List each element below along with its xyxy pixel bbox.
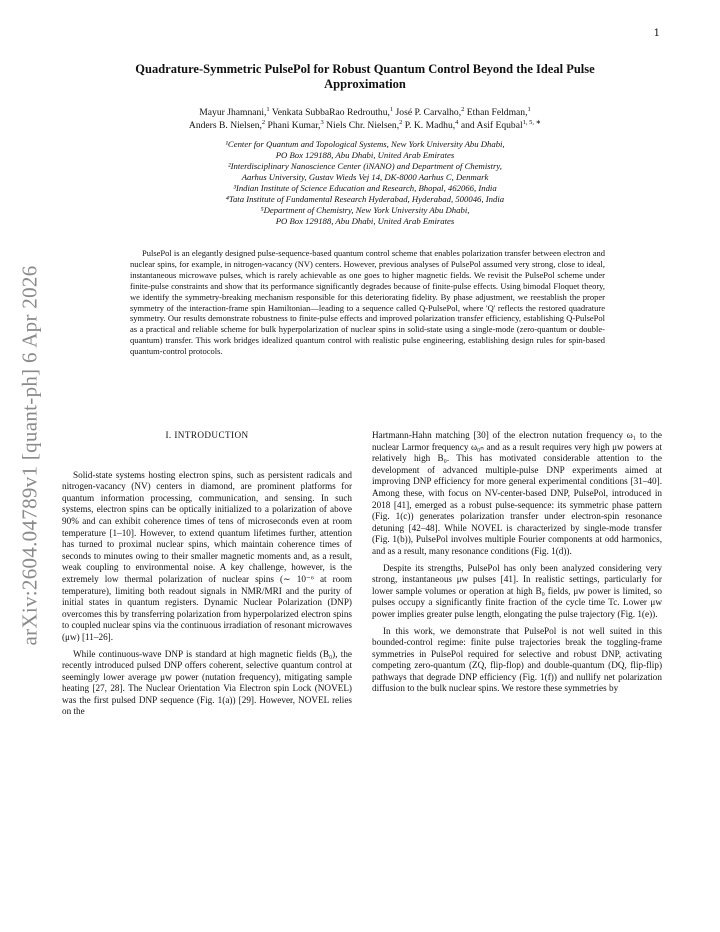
author-list (60, 107, 670, 132)
affiliation-line: ¹Center for Quantum and Topological Systems, New York University Abu Dhabi, (225, 139, 505, 149)
affiliation-line: Aarhus University, Gustav Wieds Vej 14, DK-8000 Aarhus C, Denmark (241, 172, 489, 182)
author-name: Phani Kumar, (265, 119, 321, 131)
affiliation-line: ⁴Tata Institute of Fundamental Research Hyderabad, Hyderabad, 500046, India (225, 194, 505, 204)
author-affiliation-mark: 1 (527, 105, 531, 113)
affiliation-line: PO Box 129188, Abu Dhabi, United Arab Emirates (275, 216, 455, 226)
paper-title-line-1: Quadrature-Symmetric PulsePol for Robust Quantum Control Beyond the Ideal Pulse (135, 62, 595, 76)
author-affiliation-mark: 1 (389, 105, 394, 113)
author-affiliation-mark: 1, 5, ∗ (522, 118, 542, 126)
author-line-2 (60, 120, 670, 133)
left-column (62, 430, 352, 723)
author-affiliation-mark: 3 (320, 118, 324, 126)
affiliation-line: ⁵Department of Chemistry, New York University Abu Dhabi, (260, 205, 470, 215)
author-name: Venkata SubbaRao Redrouthu, (269, 107, 390, 118)
author-name: Mayur Jhamnani, (199, 107, 267, 118)
author-line-1 (60, 107, 670, 120)
section-heading-introduction: I. INTRODUCTION (165, 430, 249, 440)
author-affiliation-mark: 1 (266, 105, 270, 113)
author-name: Ethan Feldman, (464, 107, 528, 118)
author-name: P. K. Madhu, (402, 119, 456, 131)
page-number: 1 (653, 28, 660, 39)
author-affiliation-mark: 2 (461, 105, 465, 113)
author-name: and Asif Equbal (458, 119, 523, 131)
abstract-text: PulsePol is an elegantly designed pulse-sequence-based quantum control scheme that enables polarization transfer between electron and nuclear spins, for example, in nitrogen-vacancy (NV) centers. However, previous analyses of PulsePol assumed very strong, close to ideal, instantaneous microwave pulses, which is rarely achievable as one goes to higher magnetic fields. We revisit the PulsePol scheme under finite-pulse constraints and show that its performance significantly degrades because of finite-pulse effects. Using bimodal Floquet theory, we identify the symmetry-breaking mechanism responsible for this deteriorating fidelity. By phase adjustment, we reestablish the proper symmetry of the interaction-frame spin Hamiltonian—leading to a sequence called Q-PulsePol, where 'Q' reflects the restored quadrature symmetry. Our results demonstrate robustness to finite-pulse effects and improved polarization transfer efficiency, establishing Q-PulsePol as a practical and reliable scheme for bulk hyperpolarization of nuclear spins in solid-state using a single-mode (zero-quantum or double-quantum) transfer. This work bridges idealized quantum control with realistic pulse engineering, establishing design rules for spin-based quantum-control protocols. (130, 248, 605, 357)
body-paragraph: Solid-state systems hosting electron spins, such as persistent radicals and nitrogen-vacancy (NV) centers in diamond, are prominent platforms for quantum information processing, communication, and sensing. In such systems, electron spins can be optically initialized to a polarization of above 90% and can exhibit coherence times of tens of microseconds even at room temperature [1–10]. However, to extend quantum lifetimes further, attention has turned to proximal nuclear spins, which maintain coherence times of seconds to minutes owing to their smaller magnetic moments and, as a result, weak coupling to environmental noise. A key challenge, however, is the extremely low thermal polarization of nuclear spins (∼ 10⁻⁶ at room temperature), limiting both readout signals in NMR/MRI and the purity of initial states in quantum registers. Dynamic Nuclear Polarization (DNP) overcomes this by transferring polarization from hyperpolarized electron spins to coupled nuclear spins via the continuous irradiation of resonant microwaves (μw) [11–26]. (62, 469, 352, 642)
abstract (130, 248, 605, 357)
affiliation-line: ²Interdisciplinary Nanoscience Center (iNANO) and Department of Chemistry, (228, 161, 502, 171)
author-name: José P. Carvalho, (393, 107, 462, 118)
right-column (372, 430, 662, 700)
arxiv-identifier-stamp[interactable] (10, 255, 50, 655)
paper-title-line-2: Approximation (324, 77, 406, 91)
paper-title (60, 62, 670, 92)
affiliation-line: PO Box 129188, Abu Dhabi, United Arab Emirates (275, 150, 455, 160)
affiliation-list (60, 139, 670, 227)
body-paragraph: Despite its strengths, PulsePol has only been analyzed considering very strong, instantaneous μw pulses [41]. In realistic settings, particularly for lower sample volumes or operation at high B₀ fields, μw power is limited, so pulses occupy a significantly finite fraction of the cycle time Tc. Lower μw power implies greater pulse length, elongating the pulse trajectory (Fig. 1(e)). (372, 562, 662, 619)
body-paragraph: In this work, we demonstrate that PulsePol is not well suited in this bounded-control regime: finite pulse trajectories break the toggling-frame symmetries in PulsePol required for selective and robust DNP, activating competing zero-quantum (ZQ, flip-flop) and double-quantum (DQ, flip-flip) pathways that degrade DNP efficiency (Fig. 1(f)) and nullify net polarization diffusion to the bulk nuclear spins. We restore these symmetries by (372, 625, 662, 694)
body-paragraph: While continuous-wave DNP is standard at high magnetic fields (B₀), the recently introduced pulsed DNP offers coherent, selective quantum control at seemingly lower average μw power (nutation frequency), mitigating sample heating [27, 28]. The Nuclear Orientation Via Electron spin Lock (NOVEL) was the first pulsed DNP sequence (Fig. 1(a)) [29]. However, NOVEL relies on the (62, 648, 352, 717)
author-name: Anders B. Nielsen, (188, 119, 262, 131)
author-affiliation-mark: 2 (399, 118, 403, 126)
arxiv-identifier-text: arXiv:2604.04789v1 [quant-ph] 6 Apr 2026 (17, 264, 42, 646)
body-paragraph: Hartmann-Hahn matching [30] of the electron nutation frequency ω₁ to the nuclear Larmor frequency ω₀ₙ and as a result requires very high μw powers at relatively high B₀. This has motivated considerable attention to the development of advanced multiple-pulse DNP experiments aimed at improving DNP efficiency for more general experimental conditions [31–40]. Among these, with focus on NV-center-based DNP, PulsePol, introduced in 2018 [41], emerged as a robust pulse-sequence: its symmetric phase pattern (Fig. 1(c)) generates polarization transfer under electron-spin resonance detuning [42–48]. While NOVEL is characterized by single-mode transfer (Fig. 1(b)), PulsePol involves multiple Fourier components at odd harmonics, and as a result, many resonance conditions (Fig. 1(d)). (372, 430, 662, 556)
author-affiliation-mark: 4 (455, 118, 459, 126)
author-name: Niels Chr. Nielsen, (323, 119, 400, 131)
author-affiliation-mark: 2 (261, 118, 266, 126)
affiliation-line: ³Indian Institute of Science Education and Research, Bhopal, 462066, India (233, 183, 497, 193)
